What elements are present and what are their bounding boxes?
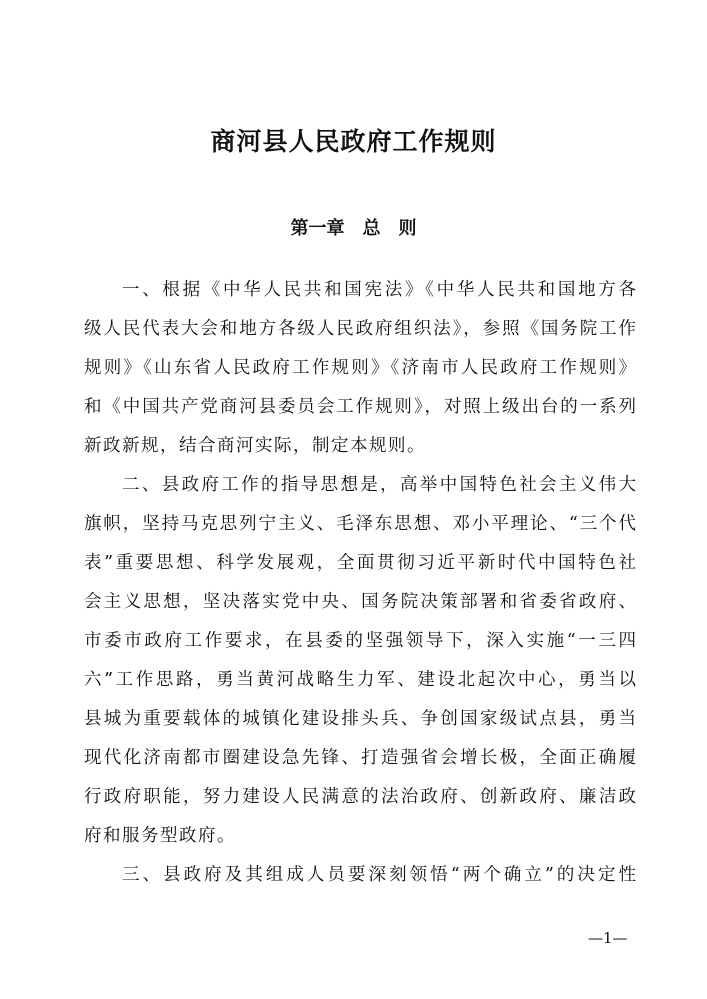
paragraph-1-line: 一、根据《中华人民共和国宪法》《中华人民共和国地方各 <box>122 280 636 300</box>
paragraph-2-line: 府和服务型政府。 <box>84 826 236 846</box>
chapter-title: 第一章 总 则 <box>290 218 417 239</box>
paragraph-1-line: 和《中国共产党商河县委员会工作规则》，对照上级出台的一系列 <box>84 397 636 417</box>
paragraph-2-line: 市委市政府工作要求，在县委的坚强领导下，深入实施“一三四 <box>84 631 636 651</box>
body-text <box>84 271 636 895</box>
paragraph-2-line: 现代化济南都市圈建设急先锋、打造强省会增长极，全面正确履 <box>84 748 636 768</box>
paragraph-1-line: 规则》《山东省人民政府工作规则》《济南市人民政府工作规则》 <box>84 358 636 378</box>
paragraph-2-line: 会主义思想，坚决落实党中央、国务院决策部署和省委省政府、 <box>84 592 636 612</box>
paragraph-2-line: 表”重要思想、科学发展观，全面贯彻习近平新时代中国特色社 <box>84 553 636 573</box>
paragraph-2-line: 旗帜，坚持马克思列宁主义、毛泽东思想、邓小平理论、“三个代 <box>84 514 636 534</box>
page-number: —1— <box>588 929 628 947</box>
paragraph-1-line: 新政新规，结合商河实际，制定本规则。 <box>84 436 426 456</box>
paragraph-2-line: 六”工作思路，勇当黄河战略生力军、建设北起次中心，勇当以 <box>84 670 636 690</box>
document-title: 商河县人民政府工作规则 <box>210 127 497 156</box>
paragraph-2-line: 二、县政府工作的指导思想是，高举中国特色社会主义伟大 <box>122 475 636 495</box>
paragraph-2-line: 县城为重要载体的城镇化建设排头兵、争创国家级试点县，勇当 <box>84 709 636 729</box>
paragraph-2-line: 行政府职能，努力建设人民满意的法治政府、创新政府、廉洁政 <box>84 787 636 807</box>
paragraph-1-line: 级人民代表大会和地方各级人民政府组织法》，参照《国务院工作 <box>84 319 636 339</box>
paragraph-3-line: 三、县政府及其组成人员要深刻领悟“两个确立”的决定性 <box>122 865 636 885</box>
